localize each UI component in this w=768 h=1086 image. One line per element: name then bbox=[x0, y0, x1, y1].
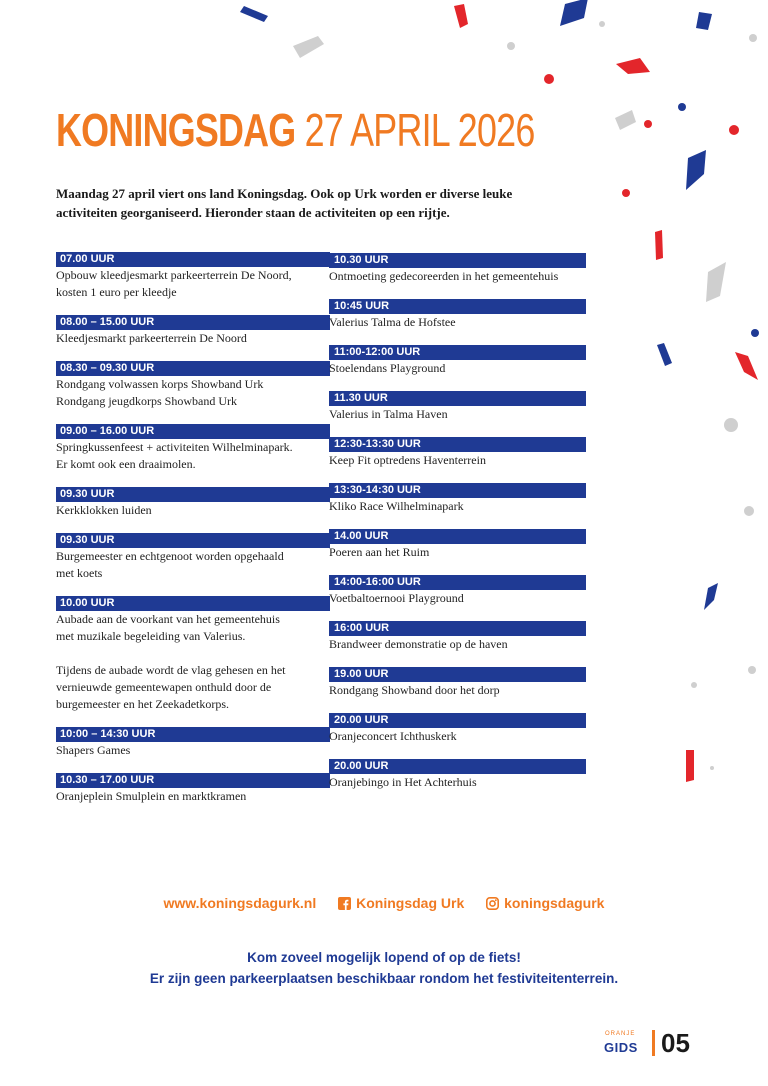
schedule-item bbox=[329, 299, 586, 331]
page-number: 05 bbox=[661, 1028, 690, 1058]
time-header: 10:00 – 14:30 UUR bbox=[56, 727, 330, 742]
activity-line: Poeren aan het Ruim bbox=[329, 545, 430, 559]
activity-line: Aubade aan de voorkant van het gemeentehuis bbox=[56, 612, 280, 626]
activity-description bbox=[329, 452, 586, 469]
time-header: 11.30 UUR bbox=[329, 391, 586, 406]
facebook-link[interactable] bbox=[338, 895, 464, 911]
time-header: 13:30-14:30 UUR bbox=[329, 483, 586, 498]
schedule-right-column bbox=[329, 253, 586, 805]
intro-line: Maandag 27 april viert ons land Koningsdag. Ook op Urk worden er diverse leuke bbox=[56, 186, 513, 201]
schedule-item bbox=[56, 533, 330, 582]
schedule-item bbox=[56, 487, 330, 519]
brand-logo: GIDS bbox=[604, 1040, 638, 1055]
schedule-item bbox=[329, 621, 586, 653]
schedule-item bbox=[329, 437, 586, 469]
activity-line: Kliko Race Wilhelminapark bbox=[329, 499, 464, 513]
schedule-item bbox=[329, 575, 586, 607]
schedule-item bbox=[329, 253, 586, 285]
schedule-item bbox=[329, 345, 586, 377]
activity-description bbox=[329, 314, 586, 331]
notice-line: Kom zoveel mogelijk lopend of op de fiets! bbox=[247, 950, 521, 965]
activity-line: Oranjebingo in Het Achterhuis bbox=[329, 775, 477, 789]
activity-line: Tijdens de aubade wordt de vlag gehesen en het bbox=[56, 663, 286, 677]
activity-description bbox=[329, 360, 586, 377]
activity-line: Oranjeconcert Ichthuskerk bbox=[329, 729, 457, 743]
schedule-item bbox=[56, 424, 330, 473]
schedule-item bbox=[329, 713, 586, 745]
activity-line: Springkussenfeest + activiteiten Wilhelminapark. bbox=[56, 440, 293, 454]
activity-description bbox=[329, 590, 586, 607]
schedule-item bbox=[56, 361, 330, 410]
activity-line: Brandweer demonstratie op de haven bbox=[329, 637, 508, 651]
instagram-link[interactable] bbox=[486, 895, 604, 911]
website-link[interactable]: www.koningsdagurk.nl bbox=[163, 895, 317, 912]
activity-description bbox=[329, 774, 586, 791]
activity-description bbox=[329, 544, 586, 561]
schedule-item bbox=[56, 727, 330, 759]
page-title bbox=[56, 104, 534, 156]
activity-description bbox=[329, 406, 586, 423]
time-header: 19.00 UUR bbox=[329, 667, 586, 682]
activity-description bbox=[56, 330, 330, 347]
schedule-item bbox=[329, 391, 586, 423]
time-header: 11:00-12:00 UUR bbox=[329, 345, 586, 360]
facebook-label: Koningsdag Urk bbox=[356, 895, 465, 912]
intro-text bbox=[56, 184, 556, 222]
activity-line: Rondgang jeugdkorps Showband Urk bbox=[56, 394, 237, 408]
activity-description bbox=[56, 742, 330, 759]
schedule-item bbox=[329, 529, 586, 561]
activity-line: Opbouw kleedjesmarkt parkeerterrein De Noord, bbox=[56, 268, 292, 282]
activity-description bbox=[329, 636, 586, 653]
brand-top: ORANJE bbox=[605, 1031, 636, 1037]
title-bold: KONINGSDAG bbox=[56, 104, 296, 156]
activity-line: Kleedjesmarkt parkeerterrein De Noord bbox=[56, 331, 247, 345]
activity-line: met koets bbox=[56, 566, 103, 580]
activity-description bbox=[56, 267, 330, 301]
schedule-item bbox=[329, 667, 586, 699]
activity-line: Ontmoeting gedecoreerden in het gemeentehuis bbox=[329, 269, 559, 283]
activity-description bbox=[56, 788, 330, 805]
title-date: 27 APRIL 2026 bbox=[304, 104, 535, 156]
activity-line: Shapers Games bbox=[56, 743, 131, 757]
schedule-item bbox=[56, 315, 330, 347]
page-footer bbox=[604, 1028, 714, 1060]
activity-description bbox=[329, 682, 586, 699]
time-header: 10:45 UUR bbox=[329, 299, 586, 314]
activity-line: burgemeester en het Zeekadetkorps. bbox=[56, 697, 230, 711]
activity-line: Rondgang volwassen korps Showband Urk bbox=[56, 377, 264, 391]
schedule-item bbox=[56, 252, 330, 301]
notice-line: Er zijn geen parkeerplaatsen beschikbaar rondom het festiviteitenterrein. bbox=[149, 971, 619, 986]
activity-description bbox=[329, 268, 586, 285]
activity-description bbox=[56, 502, 330, 519]
time-header: 08.30 – 09.30 UUR bbox=[56, 361, 330, 376]
activity-line: Keep Fit optredens Haventerrein bbox=[329, 453, 486, 467]
time-header: 14.00 UUR bbox=[329, 529, 586, 544]
activity-description bbox=[56, 611, 330, 713]
activity-line: Burgemeester en echtgenoot worden opgehaald bbox=[56, 549, 284, 563]
facebook-icon bbox=[338, 897, 351, 910]
activity-line: Er komt ook een draaimolen. bbox=[56, 457, 196, 471]
activity-line: Valerius in Talma Haven bbox=[329, 407, 448, 421]
activity-description bbox=[56, 439, 330, 473]
activity-line: kosten 1 euro per kleedje bbox=[56, 285, 177, 299]
activity-line: Kerkklokken luiden bbox=[56, 503, 152, 517]
instagram-icon bbox=[486, 897, 499, 910]
schedule-item bbox=[56, 773, 330, 805]
activity-description bbox=[56, 548, 330, 582]
parking-notice bbox=[0, 947, 768, 989]
time-header: 09.00 – 16.00 UUR bbox=[56, 424, 330, 439]
time-header: 09.30 UUR bbox=[56, 533, 330, 548]
activity-line: Voetbaltoernooi Playground bbox=[329, 591, 464, 605]
activity-line: vernieuwde gemeentewapen onthuld door de bbox=[56, 680, 272, 694]
activity-description bbox=[329, 498, 586, 515]
time-header: 10.30 UUR bbox=[329, 253, 586, 268]
time-header: 09.30 UUR bbox=[56, 487, 330, 502]
schedule-item bbox=[329, 483, 586, 515]
time-header: 07.00 UUR bbox=[56, 252, 330, 267]
activity-line: Rondgang Showband door het dorp bbox=[329, 683, 500, 697]
time-header: 20.00 UUR bbox=[329, 759, 586, 774]
activity-description bbox=[329, 728, 586, 745]
instagram-label: koningsdagurk bbox=[504, 895, 605, 912]
links-bar bbox=[0, 894, 768, 911]
activity-line: Oranjeplein Smulplein en marktkramen bbox=[56, 789, 247, 803]
paragraph-gap bbox=[56, 645, 330, 662]
time-header: 16:00 UUR bbox=[329, 621, 586, 636]
activity-line: met muzikale begeleiding van Valerius. bbox=[56, 629, 246, 643]
schedule-item bbox=[329, 759, 586, 791]
time-header: 08.00 – 15.00 UUR bbox=[56, 315, 330, 330]
time-header: 10.00 UUR bbox=[56, 596, 330, 611]
time-header: 14:00-16:00 UUR bbox=[329, 575, 586, 590]
time-header: 12:30-13:30 UUR bbox=[329, 437, 586, 452]
activity-line: Valerius Talma de Hofstee bbox=[329, 315, 456, 329]
footer-divider bbox=[652, 1030, 655, 1056]
schedule-left-column bbox=[56, 252, 330, 819]
intro-line: activiteiten georganiseerd. Hieronder staan de activiteiten op een rijtje. bbox=[56, 205, 450, 220]
schedule-item bbox=[56, 596, 330, 713]
time-header: 20.00 UUR bbox=[329, 713, 586, 728]
activity-line: Stoelendans Playground bbox=[329, 361, 446, 375]
activity-description bbox=[56, 376, 330, 410]
time-header: 10.30 – 17.00 UUR bbox=[56, 773, 330, 788]
